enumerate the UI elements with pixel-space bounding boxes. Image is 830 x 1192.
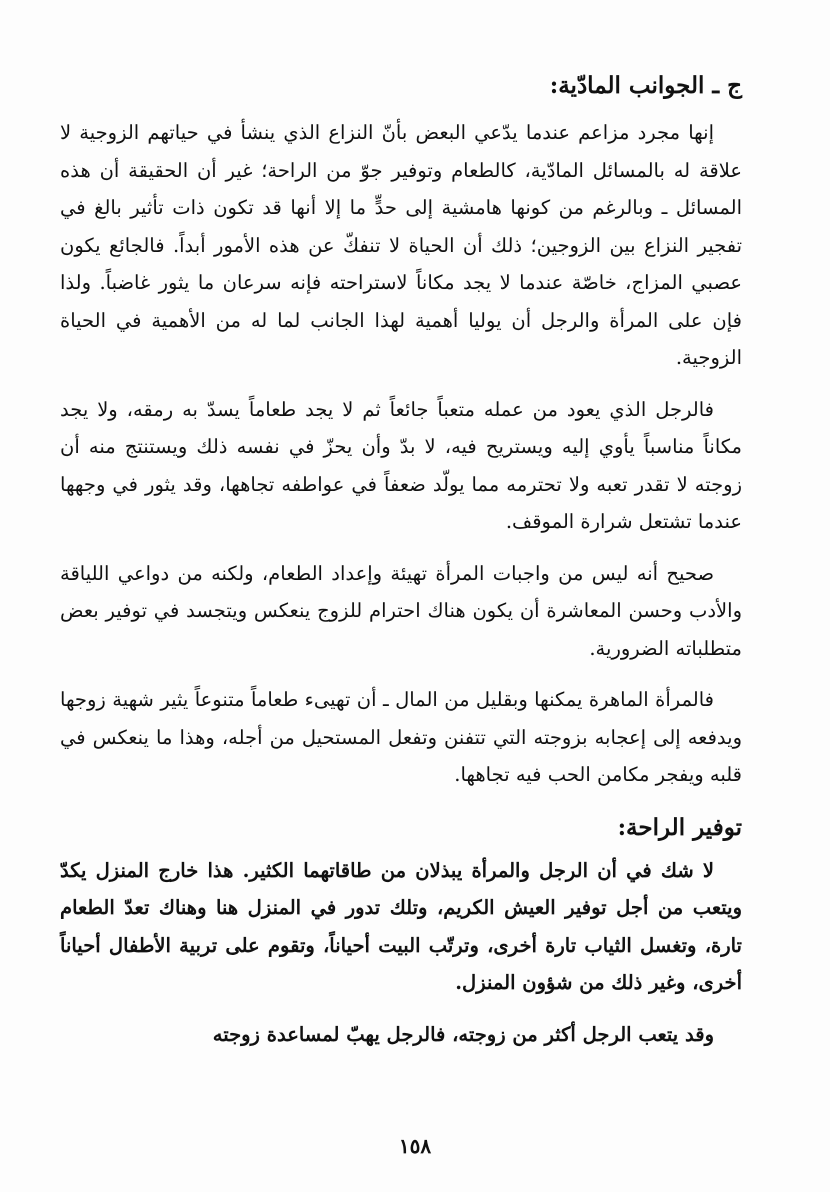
section-heading-material: ج ـ الجوانب المادّية: bbox=[549, 72, 742, 99]
paragraph-material-1: إنها مجرد مزاعم عندما يدّعي البعض بأنّ النزاع الذي ينشأ في حياتهم الزوجية لا علاقة له بالمسائل المادّية، كالطعام وتوفير جوّ من الراحة؛ غير أن الحقيقة أن هذه المسائل ـ وبالرغم من كونها هامشية إلى حدٍّ ما إلا أنها قد تكون ذات تأثير بالغ في تفجير النزاع بين الزوجين؛ ذلك أن الحياة لا تنفكّ عن هذه الأمور أبداً. فالجائع يكون عصبي المزاج، خاصّة عندما لا يجد مكاناً لاستراحته فإنه سرعان ما يثور غاضباً. ولذا فإن على المرأة والرجل أن يوليا أهمية لهذا الجانب لما له من الأهمية في الحياة الزوجية. bbox=[60, 121, 743, 369]
page-content bbox=[60, 66, 742, 1122]
page-number: ١٥٨ bbox=[398, 1134, 432, 1158]
paragraph-comfort-2: وقد يتعب الرجل أكثر من زوجته، فالرجل يهبّ لمساعدة زوجته bbox=[212, 1022, 714, 1046]
paragraph-material-2: فالرجل الذي يعود من عمله متعباً جائعاً ثم لا يجد طعاماً يسدّ به رمقه، ولا يجد مكاناً مناسباً يأوي إليه ويستريح فيه، لا بدّ وأن يحزّ في نفسه ذلك ويستنتج منه أن زوجته لا تقدر تعبه ولا تحترمه مما يولّد ضعفاً في عواطفه تجاهها، وقد يثور في وجهها عندما تشتعل شرارة الموقف. bbox=[60, 397, 742, 533]
paragraph-comfort-1: لا شك في أن الرجل والمرأة يبذلان من طاقاتهما الكثير. هذا خارج المنزل يكدّ ويتعب من أجل توفير العيش الكريم، وتلك تدور في المنزل هنا وهناك تعدّ الطعام تارة، وتغسل الثياب تارة أخرى، وترتّب البيت أحياناً، وتقوم على تربية الأطفال أحياناً أخرى، وغير ذلك من شؤون المنزل. bbox=[60, 858, 742, 994]
section-heading-comfort: توفير الراحة: bbox=[617, 813, 742, 841]
paragraph-material-4: فالمرأة الماهرة يمكنها وبقليل من المال ـ أن تهيىء طعاماً متنوعاً يثير شهية زوجها ويدفعه إلى إعجابه بزوجته التي تتفنن وتفعل المستحيل من أجله، وهذا ما ينعكس في قلبه ويفجر مكامن الحب فيه تجاهها. bbox=[60, 688, 742, 786]
paragraph-material-3: صحيح أنه ليس من واجبات المرأة تهيئة وإعداد الطعام، ولكنه من دواعي اللياقة والأدب وحسن المعاشرة أن يكون هناك احترام للزوج ينعكس ويتجسد في توفير بعض متطلباته الضرورية. bbox=[60, 561, 742, 660]
